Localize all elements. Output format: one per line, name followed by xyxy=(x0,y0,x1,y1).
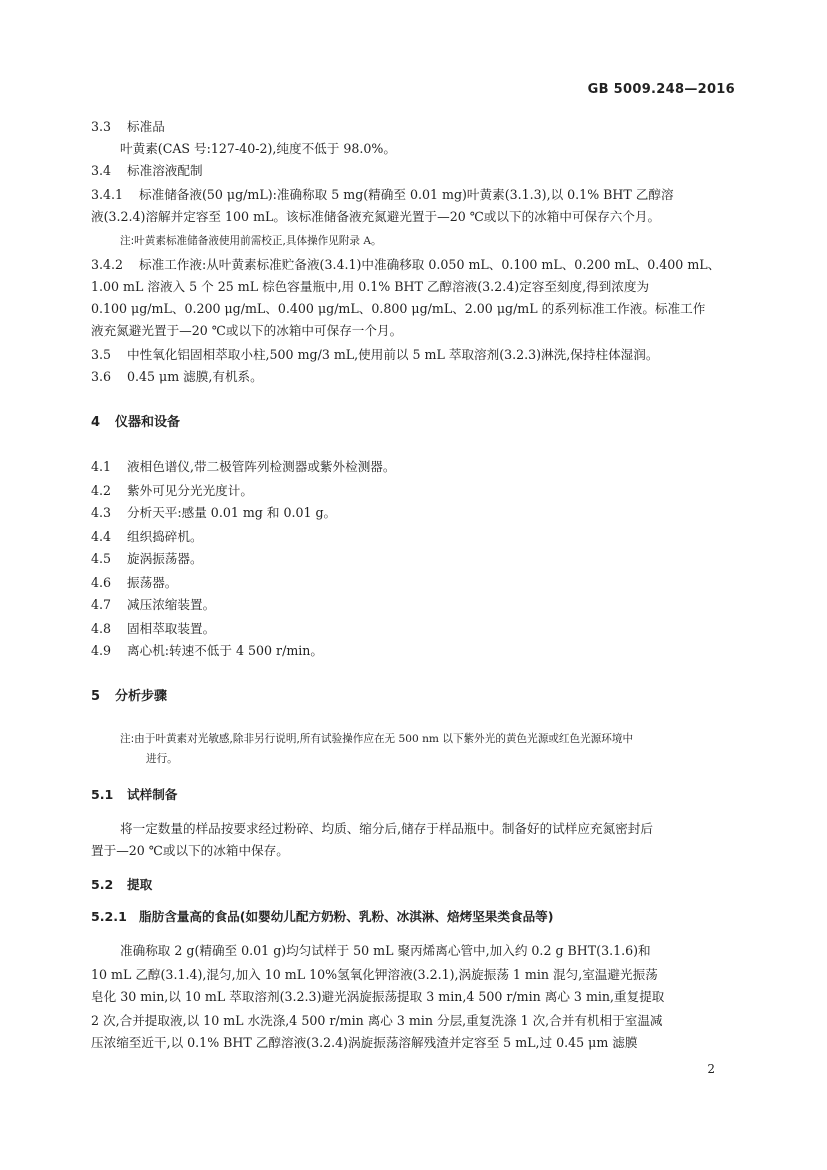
paragraph-line: 准确称取 2 g(精确至 0.01 g)均匀试样于 50 mL 聚丙烯离心管中,加入约 0.2 g BHT(3.1.6)和 xyxy=(120,943,651,958)
note-line: 进行。 xyxy=(146,753,178,765)
clause-3-4-1 xyxy=(91,184,736,206)
paragraph-line: 叶黄素(CAS 号:127-40-2),纯度不低于 98.0%。 xyxy=(120,141,396,156)
clause-number: 4.9 xyxy=(91,643,112,658)
clause-text: 中性氧化铝固相萃取小柱,500 mg/3 mL,使用前以 5 mL 萃取溶剂(3.2.3)淋洗,保持柱体湿润。 xyxy=(127,347,659,362)
section-heading-4 xyxy=(91,412,736,434)
clause-text: 分析天平:感量 0.01 mg 和 0.01 g。 xyxy=(127,505,337,520)
clause-number: 5.2 xyxy=(91,877,114,892)
paragraph-line: 10 mL 乙醇(3.1.4),混匀,加入 10 mL 10%氢氧化钾溶液(3.2.1),涡旋振荡 1 min 混匀,室温避光振荡 xyxy=(91,967,658,982)
clause-3-5 xyxy=(91,344,736,366)
clause-4-1 xyxy=(91,456,736,478)
clause-number: 4.8 xyxy=(91,621,112,636)
clause-text: 离心机:转速不低于 4 500 r/min。 xyxy=(127,643,323,658)
clause-number: 3.3 xyxy=(91,119,112,134)
clause-number: 4.3 xyxy=(91,505,112,520)
page-number: 2 xyxy=(707,1062,715,1076)
clause-4-4 xyxy=(91,526,736,548)
note-label: 注: xyxy=(120,733,135,745)
clause-title: 提取 xyxy=(127,877,153,892)
paragraph-line: 液(3.2.4)溶解并定容至 100 mL。该标准储备液充氮避光置于—20 ℃或以下的冰箱中可保存六个月。 xyxy=(91,209,661,224)
clause-3-6 xyxy=(91,366,736,388)
paragraph-line: 压浓缩至近干,以 0.1% BHT 乙醇溶液(3.2.4)涡旋振荡溶解残渣并定容至 5 mL,过 0.45 μm 滤膜 xyxy=(91,1035,638,1050)
clause-number: 5.1 xyxy=(91,787,114,802)
paragraph-line: 0.100 μg/mL、0.200 μg/mL、0.400 μg/mL、0.800 μg/mL、2.00 μg/mL 的系列标准工作液。标准工作 xyxy=(91,301,706,316)
clause-4-9 xyxy=(91,640,736,662)
note-line xyxy=(120,728,736,750)
section-title: 仪器和设备 xyxy=(115,415,181,430)
clause-number: 5.2.1 xyxy=(91,909,127,924)
clause-number: 4.5 xyxy=(91,551,112,566)
paragraph-line: 液充氮避光置于—20 ℃或以下的冰箱中可保存一个月。 xyxy=(91,323,403,338)
clause-3-3 xyxy=(91,116,736,138)
paragraph-line: 置于—20 ℃或以下的冰箱中保存。 xyxy=(91,843,289,858)
clause-3-4 xyxy=(91,160,736,182)
clause-number: 3.5 xyxy=(91,347,112,362)
clause-text: 减压浓缩装置。 xyxy=(127,597,216,612)
clause-5-2 xyxy=(91,874,736,896)
clause-text: 标准储备液(50 μg/mL):准确称取 5 mg(精确至 0.01 mg)叶黄素(3.1.3),以 0.1% BHT 乙醇溶 xyxy=(139,187,674,202)
standard-header: GB 5009.248—2016 xyxy=(587,82,735,97)
section-number: 5 xyxy=(91,689,101,704)
note-text: 由于叶黄素对光敏感,除非另行说明,所有试验操作应在无 500 nm 以下紫外光的黄色光源或红色光源环境中 xyxy=(134,733,634,745)
clause-text: 组织捣碎机。 xyxy=(127,529,203,544)
note-text: 叶黄素标准储备液使用前需校正,具体操作见附录 A。 xyxy=(134,235,382,247)
clause-4-7 xyxy=(91,594,736,616)
clause-number: 3.4 xyxy=(91,163,112,178)
clause-title: 试样制备 xyxy=(127,787,178,802)
clause-text: 标准工作液:从叶黄素标准贮备液(3.4.1)中准确移取 0.050 mL、0.100 mL、0.200 mL、0.400 mL、 xyxy=(139,257,721,272)
section-number: 4 xyxy=(91,415,101,430)
paragraph-line: 1.00 mL 溶液入 5 个 25 mL 棕色容量瓶中,用 0.1% BHT 乙醇溶液(3.2.4)定容至刻度,得到浓度为 xyxy=(91,279,650,294)
section-title: 分析步骤 xyxy=(115,689,168,704)
clause-number: 4.1 xyxy=(91,459,112,474)
clause-number: 4.6 xyxy=(91,575,112,590)
clause-4-2 xyxy=(91,480,736,502)
clause-4-8 xyxy=(91,618,736,640)
paragraph-line: 皂化 30 min,以 10 mL 萃取溶剂(3.2.3)避光涡旋振荡提取 3 min,4 500 r/min 离心 3 min,重复提取 xyxy=(91,989,665,1004)
clause-number: 3.4.2 xyxy=(91,257,124,272)
clause-4-3 xyxy=(91,502,736,524)
clause-text: 固相萃取装置。 xyxy=(127,621,216,636)
clause-4-6 xyxy=(91,572,736,594)
clause-text: 液相色谱仪,带二极管阵列检测器或紫外检测器。 xyxy=(127,459,396,474)
clause-number: 3.6 xyxy=(91,369,112,384)
clause-title: 标准溶液配制 xyxy=(127,163,203,178)
paragraph-line: 2 次,合并提取液,以 10 mL 水洗涤,4 500 r/min 离心 3 min 分层,重复洗涤 1 次,合并有机相于室温减 xyxy=(91,1013,663,1028)
clause-number: 4.7 xyxy=(91,597,112,612)
section-heading-5 xyxy=(91,686,736,708)
note-line xyxy=(120,230,736,252)
clause-text: 旋涡振荡器。 xyxy=(127,551,203,566)
clause-title: 标准品 xyxy=(127,119,165,134)
note-label: 注: xyxy=(120,235,135,247)
clause-5-1 xyxy=(91,784,736,806)
clause-number: 4.4 xyxy=(91,529,112,544)
clause-text: 紫外可见分光光度计。 xyxy=(127,483,253,498)
clause-number: 4.2 xyxy=(91,483,112,498)
clause-text: 0.45 μm 滤膜,有机系。 xyxy=(127,369,263,384)
clause-title: 脂肪含量高的食品(如婴幼儿配方奶粉、乳粉、冰淇淋、焙烤坚果类食品等) xyxy=(139,909,554,924)
clause-text: 振荡器。 xyxy=(127,575,178,590)
paragraph-line: 将一定数量的样品按要求经过粉碎、均质、缩分后,储存于样品瓶中。制备好的试样应充氮密封后 xyxy=(120,821,653,836)
clause-number: 3.4.1 xyxy=(91,187,124,202)
clause-3-4-2 xyxy=(91,254,736,276)
clause-5-2-1 xyxy=(91,906,736,928)
clause-4-5 xyxy=(91,548,736,570)
